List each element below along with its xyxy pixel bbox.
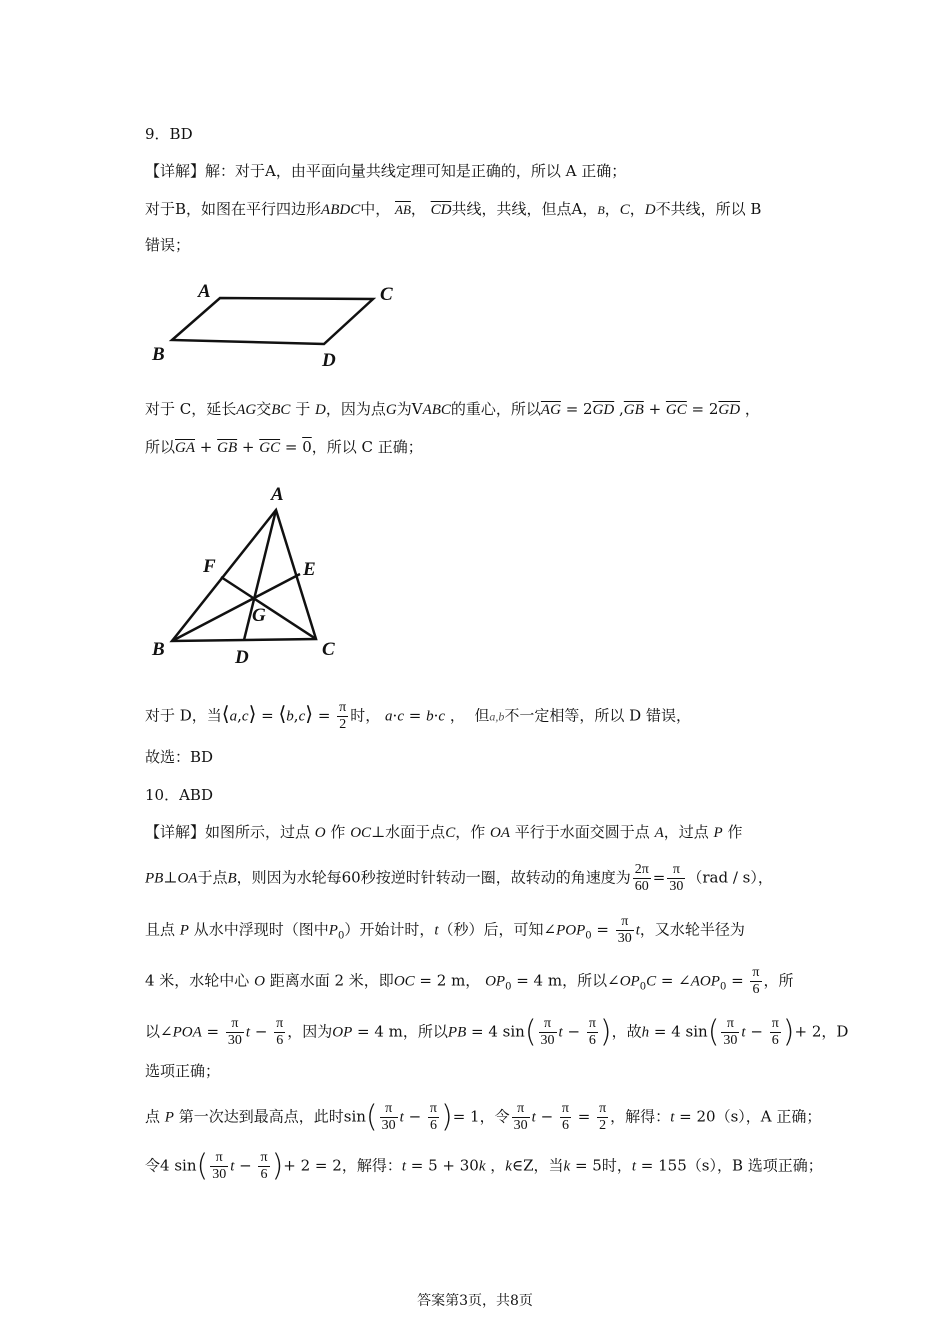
- label-c: C: [322, 639, 335, 660]
- label-e: E: [303, 559, 316, 580]
- label-a: A: [198, 281, 211, 302]
- q10-line-6: 选项正确；: [145, 1062, 221, 1080]
- q10-line-4: 4 米，水轮中心 O 距离水面 2 米，即OC = 2 m， $OP_0 = 4$ m，所以$\angle OP_0C$ = $\angle AOP_0$ = $\frac{\pi}{6}$ ，所: [145, 965, 794, 997]
- parallelogram-figure: [140, 278, 420, 378]
- q9-line-1: 【详解】解：对于A，由平面向量共线定理可知是正确的，所以 A 正确；: [145, 162, 627, 180]
- q10-line-8: 令4 sin( $\frac{\pi}{30}$ t − $\frac{\pi}{6}$ )+ 2 = 2，解得：t = 5 + 30k ，k∈Z，当k = 5时，t = 155（s），B 选项正确；: [145, 1148, 823, 1184]
- q10-line-3: 且点 P 从水中浮现时（图中$P_0$）开始计时，t（秒）后，可知$\angle POP_0$ = $\frac{\pi}{30}$ t，又水轮半径为: [145, 914, 745, 946]
- q9-line-3: 错误；: [145, 236, 191, 254]
- q9-line-5: 所以$\overline{GA} + \overline{GB} + \overline{GC} = 0$，所以 C 正确；: [145, 438, 423, 456]
- q9-line-2: 对于B，如图在平行四边形ABDC中， $\overline{AB}$， $\overline{CD}$共线，共线，但点A，B，C，D不共线，所以 B: [145, 200, 762, 218]
- q9-line-4: 对于 C，延长AG交BC 于 D，因为点G为VABC的重心，所以$\overline{AG} = 2\overline{GD}$ $,\overline{GB} + \overline{GC} = 2\overline{GD}$ ，: [145, 400, 760, 418]
- label-b: B: [152, 639, 165, 660]
- page-footer: 答案第3页，共8页: [417, 1293, 533, 1309]
- label-g: G: [252, 605, 266, 626]
- triangle-centroid-figure: [140, 480, 360, 670]
- label-b: B: [152, 344, 165, 365]
- label-a: A: [271, 484, 284, 505]
- q10-line-7: 点 P 第一次达到最高点，此时sin( $\frac{\pi}{30}$ t − $\frac{\pi}{6}$ )= 1，令 $\frac{\pi}{30}$ t − $\frac{\pi}{6}$ = $\frac{\pi}{2}$ ，解得：t = 20（s），A 正确；: [145, 1099, 822, 1135]
- q9-line-7: 故选：BD: [145, 748, 214, 766]
- label-c: C: [380, 284, 393, 305]
- q10-line-2: PB⊥OA于点B，则因为水轮每60秒按逆时针转动一圈，故转动的角速度为 $\frac{2\pi}{60}$ = $\frac{\pi}{30}$ （rad / s），: [145, 862, 773, 894]
- q10-header: 10．ABD: [145, 786, 213, 804]
- label-f: F: [203, 556, 216, 577]
- q9-header: 9．BD: [145, 125, 193, 143]
- label-d: D: [322, 350, 336, 371]
- q10-line-5: 以∠POA = $\frac{\pi}{30}$ t − $\frac{\pi}{6}$ ，因为OP = 4 m，所以PB = 4 sin( $\frac{\pi}{30}$ t − $\frac{\pi}{6}$ )，故h = 4 sin( $\frac{\pi}{30}$ t − $\frac{\pi}{6}$ )+ 2，D: [145, 1014, 849, 1050]
- q10-line-1: 【详解】如图所示，过点 O 作 OC⊥水面于点C，作 OA 平行于水面交圆于点 A，过点 P 作: [145, 823, 743, 841]
- label-d: D: [235, 647, 249, 668]
- q9-line-6: 对于 D，当⟨a,c⟩ = ⟨b,c⟩ = $\frac{\pi}{2}$ 时， a·c = b·c ， 但a,b不一定相等，所以 D 错误，: [145, 700, 691, 732]
